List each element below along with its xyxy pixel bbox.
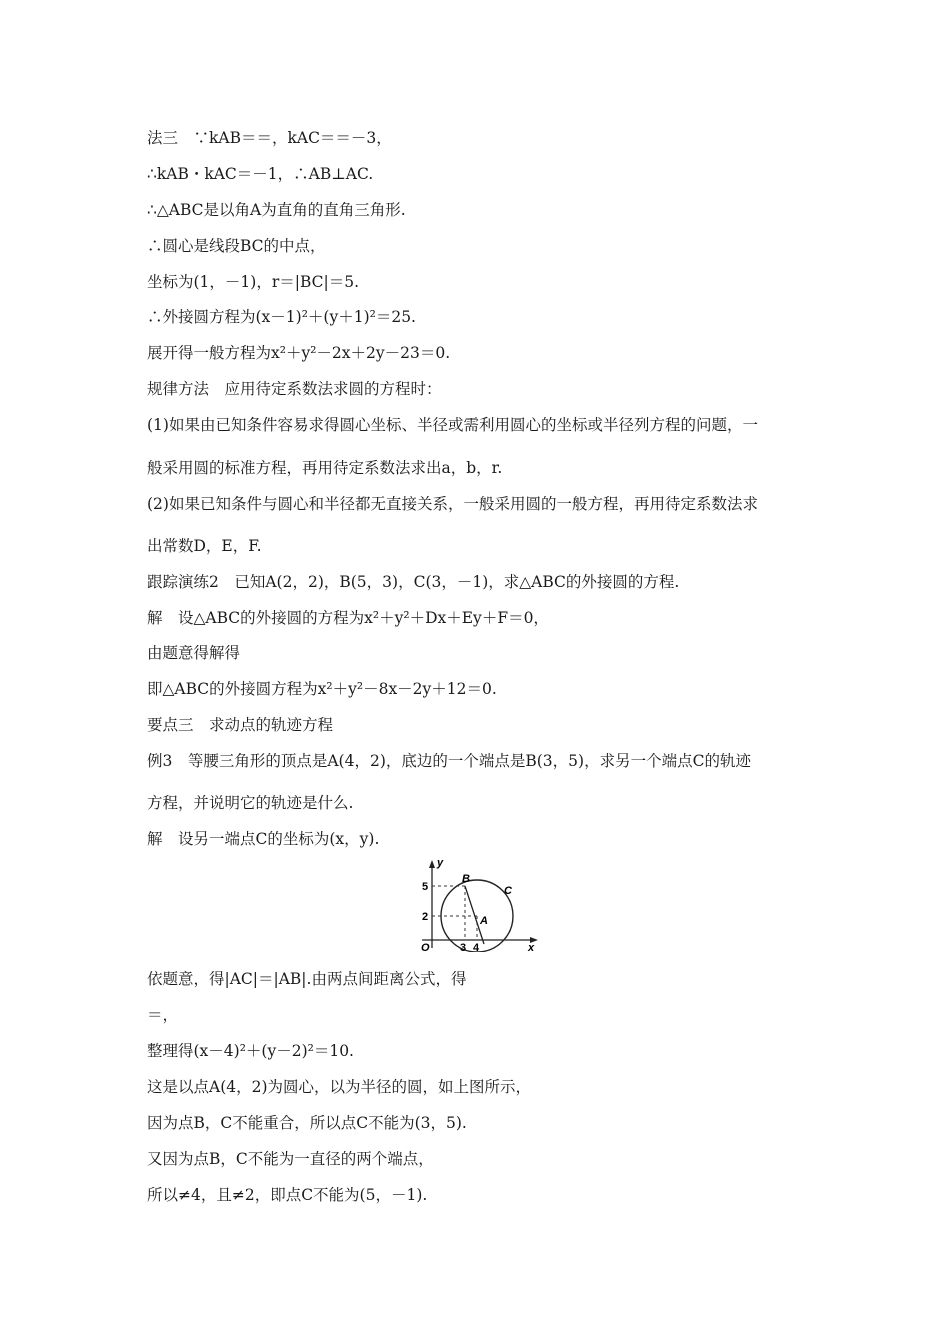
coordinate-figure bbox=[410, 852, 540, 952]
section-heading: 规律方法 应用待定系数法求圆的方程时： bbox=[147, 380, 442, 398]
text-line: 坐标为(1，－1)，r＝|BC|＝5. bbox=[147, 273, 359, 291]
text-line: 整理得(x－4)²＋(y－2)²＝10. bbox=[147, 1042, 354, 1060]
text-line: 出常数D，E，F. bbox=[147, 537, 262, 555]
x-tick-label: 3 bbox=[460, 942, 467, 952]
y-tick-label: 2 bbox=[422, 911, 429, 923]
text-line: (2)如果已知条件与圆心和半径都无直接关系，一般采用圆的一般方程，再用待定系数法求 bbox=[147, 495, 758, 513]
text-line: 方程，并说明它的轨迹是什么. bbox=[147, 794, 354, 812]
text-line: ＝， bbox=[147, 1006, 179, 1024]
text-line: 解 设△ABC的外接圆的方程为x²＋y²＋Dx＋Ey＋F＝0， bbox=[147, 609, 549, 627]
origin-label: O bbox=[421, 942, 430, 952]
y-axis-arrow bbox=[429, 860, 435, 868]
text-line: 展开得一般方程为x²＋y²－2x＋2y－23＝0. bbox=[147, 344, 451, 362]
x-tick-label: 4 bbox=[473, 942, 480, 952]
text-line: ∴kAB・kAC＝－1，∴AB⊥AC. bbox=[147, 165, 374, 183]
example-heading: 例3 等腰三角形的顶点是A(4，2)，底边的一个端点是B(3，5)，求另一个端点C的轨迹 bbox=[147, 752, 751, 770]
y-tick-label: 5 bbox=[422, 881, 429, 893]
text-line: 这是以点A(4，2)为圆心，以为半径的圆，如上图所示， bbox=[147, 1078, 532, 1096]
text-line: 即△ABC的外接圆方程为x²＋y²－8x－2y＋12＝0. bbox=[147, 680, 497, 698]
text-line: 所以≠4，且≠2，即点C不能为(5，－1). bbox=[147, 1186, 428, 1204]
text-line: 由题意得解得 bbox=[147, 644, 241, 662]
text-line: 解 设另一端点C的坐标为(x，y). bbox=[147, 830, 380, 848]
point-b-label: B bbox=[462, 873, 470, 885]
text-line: (1)如果由已知条件容易求得圆心坐标、半径或需利用圆心的坐标或半径列方程的问题，一 bbox=[147, 416, 758, 434]
curve-c-label: C bbox=[504, 885, 512, 897]
text-line: 又因为点B，C不能为一直径的两个端点， bbox=[147, 1150, 434, 1168]
text-line: 般采用圆的标准方程，再用待定系数法求出a，b，r. bbox=[147, 459, 503, 477]
text-line: ∴圆心是线段BC的中点， bbox=[147, 237, 326, 255]
section-heading: 要点三 求动点的轨迹方程 bbox=[147, 716, 334, 734]
y-axis-label: y bbox=[437, 857, 444, 869]
point-a-label: A bbox=[480, 915, 488, 927]
x-axis-label: x bbox=[528, 942, 535, 952]
text-line: 法三 ∵kAB＝＝，kAC＝＝－3， bbox=[147, 129, 392, 147]
text-line: ∴外接圆方程为(x－1)²＋(y＋1)²＝25. bbox=[147, 308, 416, 326]
exercise-heading: 跟踪演练2 已知A(2，2)，B(5，3)，C(3，－1)，求△ABC的外接圆的方程. bbox=[147, 573, 680, 591]
text-line: 因为点B，C不能重合，所以点C不能为(3，5). bbox=[147, 1114, 467, 1132]
text-line: 依题意，得|AC|＝|AB|.由两点间距离公式，得 bbox=[147, 970, 467, 988]
text-line: ∴△ABC是以角A为直角的直角三角形. bbox=[147, 201, 406, 219]
